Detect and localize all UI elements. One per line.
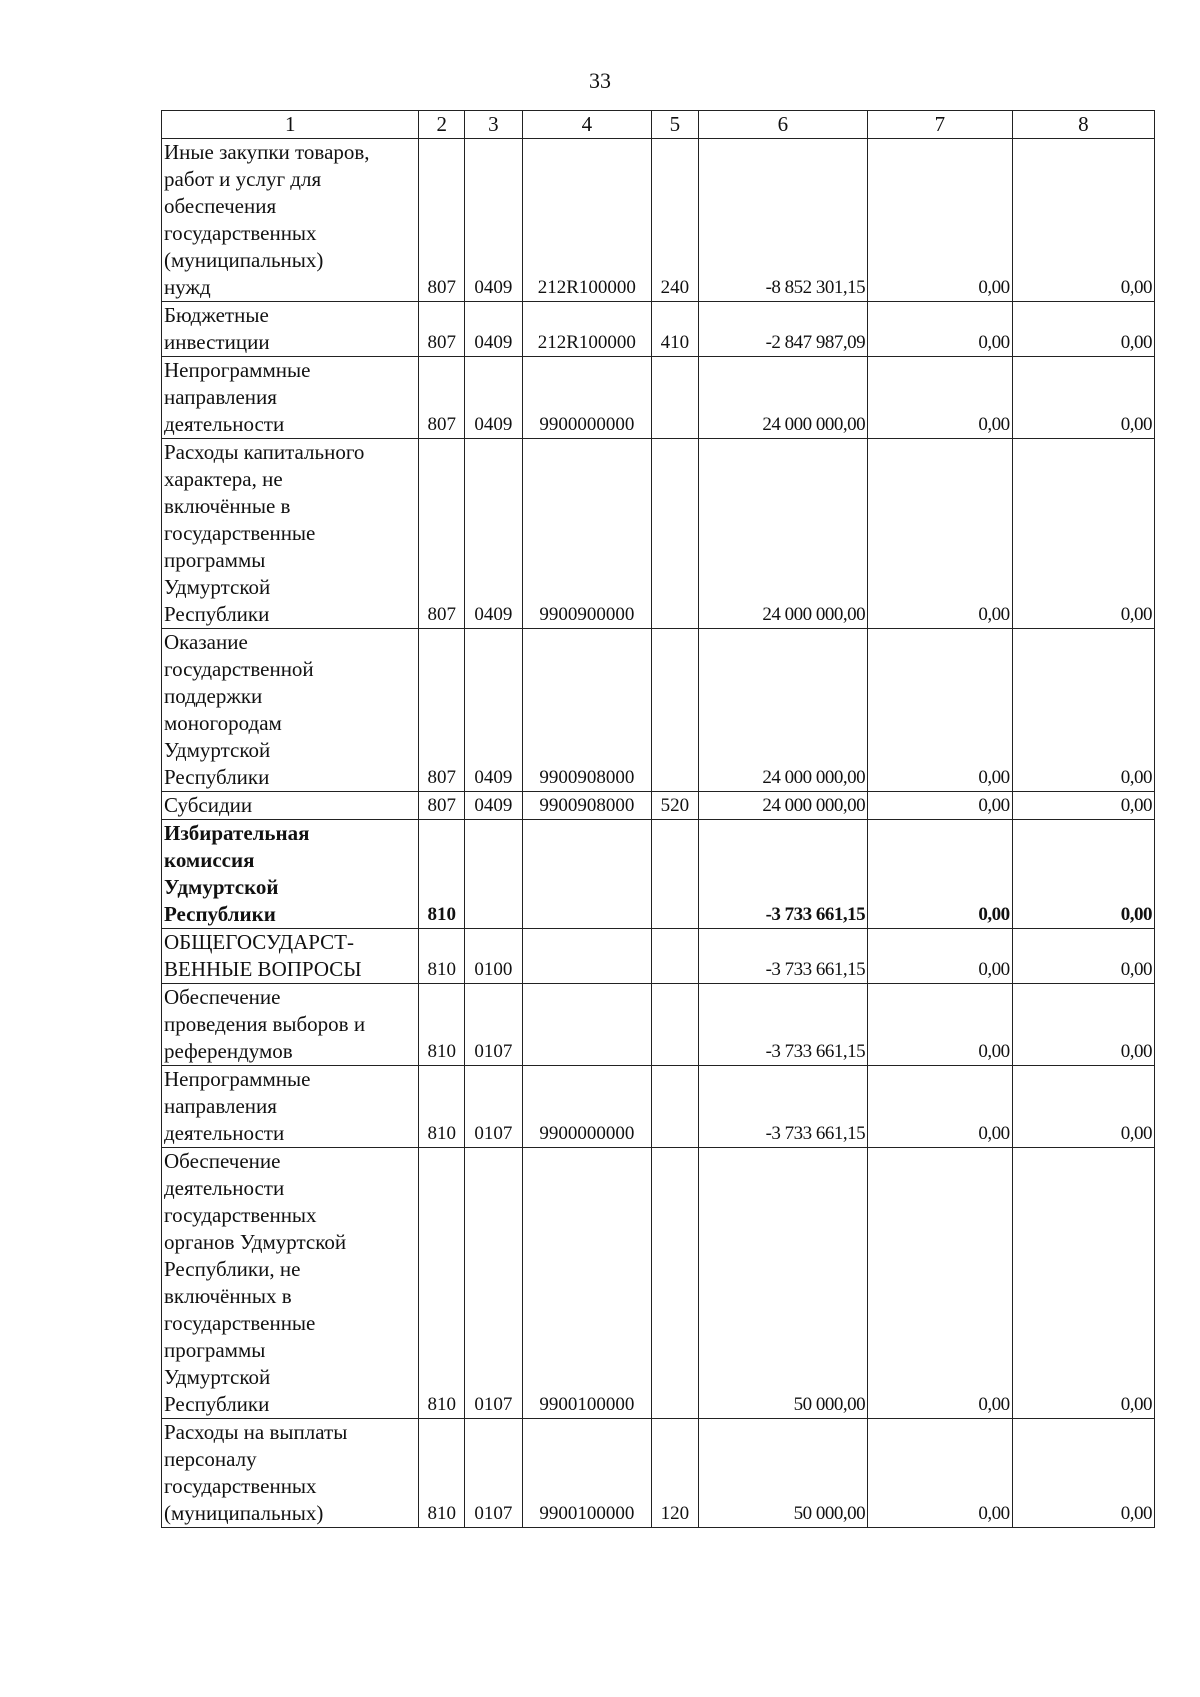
amount-col8-cell: 0,00 bbox=[1012, 1419, 1154, 1528]
target-code-cell: 212R100000 bbox=[522, 139, 651, 302]
table-row bbox=[162, 629, 1155, 792]
amount-col7-cell: 0,00 bbox=[868, 984, 1012, 1066]
amount-cell: -3 733 661,15 bbox=[698, 984, 867, 1066]
amount-cell: -3 733 661,15 bbox=[698, 820, 867, 929]
target-code-cell: 9900900000 bbox=[522, 439, 651, 629]
expense-type-cell bbox=[651, 929, 698, 984]
amount-col8-cell: 0,00 bbox=[1012, 1148, 1154, 1419]
amount-cell: -3 733 661,15 bbox=[698, 929, 867, 984]
section-code-cell: 0100 bbox=[465, 929, 523, 984]
ministry-code-cell: 810 bbox=[419, 1148, 465, 1419]
row-name-cell: Расходы на выплаты персоналу государственных (муниципальных) bbox=[162, 1419, 419, 1528]
table-row bbox=[162, 1148, 1155, 1419]
amount-cell: -8 852 301,15 bbox=[698, 139, 867, 302]
table-row bbox=[162, 929, 1155, 984]
amount-col8-cell: 0,00 bbox=[1012, 139, 1154, 302]
amount-cell: 50 000,00 bbox=[698, 1148, 867, 1419]
amount-col7-cell: 0,00 bbox=[868, 439, 1012, 629]
amount-col7-cell: 0,00 bbox=[868, 139, 1012, 302]
ministry-code-cell: 807 bbox=[419, 139, 465, 302]
expense-type-cell bbox=[651, 357, 698, 439]
section-code-cell: 0107 bbox=[465, 984, 523, 1066]
target-code-cell: 9900908000 bbox=[522, 629, 651, 792]
row-name-cell: Субсидии bbox=[162, 792, 419, 820]
section-code-cell bbox=[465, 820, 523, 929]
table-row bbox=[162, 984, 1155, 1066]
target-code-cell bbox=[522, 984, 651, 1066]
row-name-cell: Оказание государственной поддержки моногородам Удмуртской Республики bbox=[162, 629, 419, 792]
header-col-3: 3 bbox=[465, 111, 523, 139]
expense-type-cell bbox=[651, 984, 698, 1066]
table-row bbox=[162, 1066, 1155, 1148]
row-name-cell: Непрограммные направления деятельности bbox=[162, 357, 419, 439]
amount-cell: 24 000 000,00 bbox=[698, 792, 867, 820]
amount-cell: -3 733 661,15 bbox=[698, 1066, 867, 1148]
section-code-cell: 0409 bbox=[465, 139, 523, 302]
section-code-cell: 0107 bbox=[465, 1066, 523, 1148]
table-body bbox=[162, 139, 1155, 1528]
table-row bbox=[162, 139, 1155, 302]
ministry-code-cell: 810 bbox=[419, 1066, 465, 1148]
header-col-8: 8 bbox=[1012, 111, 1154, 139]
header-col-7: 7 bbox=[868, 111, 1012, 139]
header-col-4: 4 bbox=[522, 111, 651, 139]
target-code-cell: 9900000000 bbox=[522, 357, 651, 439]
expense-type-cell bbox=[651, 1148, 698, 1419]
table-row bbox=[162, 302, 1155, 357]
header-col-6: 6 bbox=[698, 111, 867, 139]
amount-col8-cell: 0,00 bbox=[1012, 357, 1154, 439]
row-name-cell: ОБЩЕГОСУДАРСТ- ВЕННЫЕ ВОПРОСЫ bbox=[162, 929, 419, 984]
target-code-cell: 9900000000 bbox=[522, 1066, 651, 1148]
section-code-cell: 0107 bbox=[465, 1419, 523, 1528]
budget-table bbox=[161, 110, 1155, 1528]
expense-type-cell: 240 bbox=[651, 139, 698, 302]
amount-col7-cell: 0,00 bbox=[868, 629, 1012, 792]
target-code-cell bbox=[522, 929, 651, 984]
expense-type-cell: 120 bbox=[651, 1419, 698, 1528]
table-row bbox=[162, 820, 1155, 929]
expense-type-cell bbox=[651, 1066, 698, 1148]
target-code-cell: 9900908000 bbox=[522, 792, 651, 820]
section-code-cell: 0409 bbox=[465, 302, 523, 357]
ministry-code-cell: 810 bbox=[419, 820, 465, 929]
expense-type-cell bbox=[651, 820, 698, 929]
table-row bbox=[162, 439, 1155, 629]
row-name-cell: Бюджетные инвестиции bbox=[162, 302, 419, 357]
amount-cell: 50 000,00 bbox=[698, 1419, 867, 1528]
section-code-cell: 0409 bbox=[465, 792, 523, 820]
row-name-cell: Избирательная комиссия Удмуртской Республики bbox=[162, 820, 419, 929]
section-code-cell: 0409 bbox=[465, 439, 523, 629]
amount-cell: 24 000 000,00 bbox=[698, 439, 867, 629]
ministry-code-cell: 810 bbox=[419, 929, 465, 984]
amount-col8-cell: 0,00 bbox=[1012, 792, 1154, 820]
amount-col8-cell: 0,00 bbox=[1012, 302, 1154, 357]
target-code-cell: 9900100000 bbox=[522, 1148, 651, 1419]
amount-col7-cell: 0,00 bbox=[868, 302, 1012, 357]
ministry-code-cell: 807 bbox=[419, 792, 465, 820]
section-code-cell: 0409 bbox=[465, 629, 523, 792]
target-code-cell bbox=[522, 820, 651, 929]
header-col-2: 2 bbox=[419, 111, 465, 139]
ministry-code-cell: 810 bbox=[419, 984, 465, 1066]
section-code-cell: 0107 bbox=[465, 1148, 523, 1419]
row-name-cell: Обеспечение проведения выборов и референдумов bbox=[162, 984, 419, 1066]
table-row bbox=[162, 1419, 1155, 1528]
ministry-code-cell: 807 bbox=[419, 439, 465, 629]
expense-type-cell: 520 bbox=[651, 792, 698, 820]
expense-type-cell bbox=[651, 439, 698, 629]
amount-col8-cell: 0,00 bbox=[1012, 984, 1154, 1066]
ministry-code-cell: 807 bbox=[419, 302, 465, 357]
amount-col7-cell: 0,00 bbox=[868, 357, 1012, 439]
amount-cell: 24 000 000,00 bbox=[698, 629, 867, 792]
amount-col7-cell: 0,00 bbox=[868, 1419, 1012, 1528]
table-row bbox=[162, 792, 1155, 820]
ministry-code-cell: 810 bbox=[419, 1419, 465, 1528]
header-col-1: 1 bbox=[162, 111, 419, 139]
amount-col8-cell: 0,00 bbox=[1012, 820, 1154, 929]
header-col-5: 5 bbox=[651, 111, 698, 139]
page-number: 33 bbox=[589, 68, 611, 93]
amount-cell: 24 000 000,00 bbox=[698, 357, 867, 439]
amount-col7-cell: 0,00 bbox=[868, 1148, 1012, 1419]
amount-col7-cell: 0,00 bbox=[868, 820, 1012, 929]
table-row bbox=[162, 357, 1155, 439]
target-code-cell: 9900100000 bbox=[522, 1419, 651, 1528]
amount-col7-cell: 0,00 bbox=[868, 929, 1012, 984]
amount-cell: -2 847 987,09 bbox=[698, 302, 867, 357]
table-header-row bbox=[162, 111, 1155, 139]
amount-col8-cell: 0,00 bbox=[1012, 629, 1154, 792]
amount-col7-cell: 0,00 bbox=[868, 792, 1012, 820]
row-name-cell: Обеспечение деятельности государственных органов Удмуртской Республики, не включённых в государственные программы Удмуртской Республики bbox=[162, 1148, 419, 1419]
expense-type-cell: 410 bbox=[651, 302, 698, 357]
ministry-code-cell: 807 bbox=[419, 357, 465, 439]
amount-col8-cell: 0,00 bbox=[1012, 929, 1154, 984]
amount-col8-cell: 0,00 bbox=[1012, 439, 1154, 629]
ministry-code-cell: 807 bbox=[419, 629, 465, 792]
row-name-cell: Иные закупки товаров, работ и услуг для обеспечения государственных (муниципальных) нужд bbox=[162, 139, 419, 302]
expense-type-cell bbox=[651, 629, 698, 792]
row-name-cell: Непрограммные направления деятельности bbox=[162, 1066, 419, 1148]
amount-col7-cell: 0,00 bbox=[868, 1066, 1012, 1148]
row-name-cell: Расходы капитального характера, не включённые в государственные программы Удмуртской Республики bbox=[162, 439, 419, 629]
target-code-cell: 212R100000 bbox=[522, 302, 651, 357]
amount-col8-cell: 0,00 bbox=[1012, 1066, 1154, 1148]
section-code-cell: 0409 bbox=[465, 357, 523, 439]
